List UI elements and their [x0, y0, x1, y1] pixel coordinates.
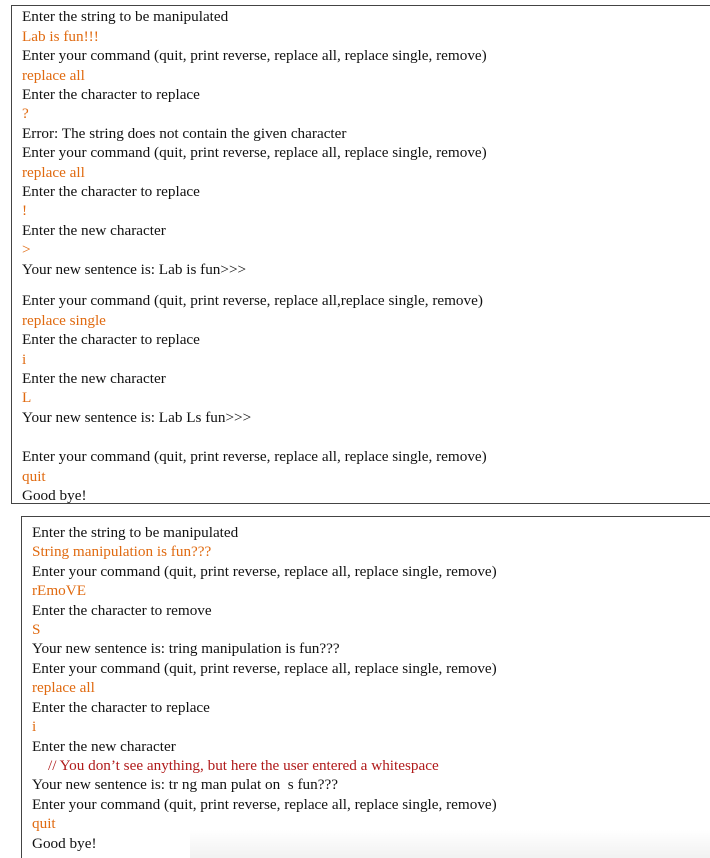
bottom-shadow [190, 830, 710, 858]
console-output-line: Enter the character to replace [22, 331, 200, 348]
console-input-line: L [22, 389, 32, 406]
console-output-line: Your new sentence is: tring manipulation is fun??? [32, 640, 340, 657]
console-output-line: Enter the character to replace [32, 699, 210, 716]
console-input-line: quit [22, 468, 46, 485]
console-output-line: Enter your command (quit, print reverse, replace all, replace single, remove) [22, 47, 487, 64]
console-output-line: Enter the character to replace [22, 86, 200, 103]
console-input-line: replace all [22, 164, 85, 181]
transcript-box-1 [11, 5, 710, 504]
console-input-line: i [22, 351, 27, 368]
console-output-line: Enter your command (quit, print reverse, replace all, replace single, remove) [32, 660, 497, 677]
console-input-line: replace all [22, 67, 85, 84]
console-input-line: replace single [22, 312, 106, 329]
console-input-line: String manipulation is fun??? [32, 543, 212, 560]
console-input-line: ! [22, 202, 28, 219]
console-input-line: ? [22, 105, 29, 122]
console-output-line: Enter the string to be manipulated [32, 524, 239, 541]
console-output-line: Error: The string does not contain the given character [22, 125, 347, 142]
console-output-line: Your new sentence is: Lab Ls fun>>> [22, 409, 252, 426]
console-input-line: > [22, 241, 31, 258]
console-output-line: Good bye! [22, 487, 87, 504]
console-output-line: Enter your command (quit, print reverse, replace all, replace single, remove) [32, 563, 497, 580]
console-input-line: replace all [32, 679, 95, 696]
console-input-line: quit [32, 815, 56, 832]
console-output-line: Enter your command (quit, print reverse, replace all, replace single, remove) [22, 448, 487, 465]
console-output-line: Enter the new character [22, 222, 166, 239]
console-input-line: Lab is fun!!! [22, 28, 99, 45]
console-output-line: Enter your command (quit, print reverse, replace all, replace single, remove) [22, 144, 487, 161]
console-input-line: rEmoVE [32, 582, 86, 599]
console-output-line: Enter your command (quit, print reverse, replace all,replace single, remove) [22, 292, 483, 309]
console-output-line: Your new sentence is: Lab is fun>>> [22, 261, 247, 278]
console-output-line: Good bye! [32, 835, 97, 852]
console-output-line: Enter the character to replace [22, 183, 200, 200]
console-input-line: i [32, 718, 37, 735]
console-output-line: Enter your command (quit, print reverse, replace all, replace single, remove) [32, 796, 497, 813]
annotation-comment: // You don’t see anything, but here the user entered a whitespace [48, 757, 439, 774]
console-output-line: Your new sentence is: tr ng man pulat on s fun??? [32, 776, 338, 793]
console-input-line: S [32, 621, 41, 638]
console-output-line: Enter the new character [32, 738, 176, 755]
console-output-line: Enter the new character [22, 370, 166, 387]
console-output-line: Enter the string to be manipulated [22, 8, 229, 25]
console-output-line: Enter the character to remove [32, 602, 212, 619]
transcript-box-2 [21, 516, 710, 858]
